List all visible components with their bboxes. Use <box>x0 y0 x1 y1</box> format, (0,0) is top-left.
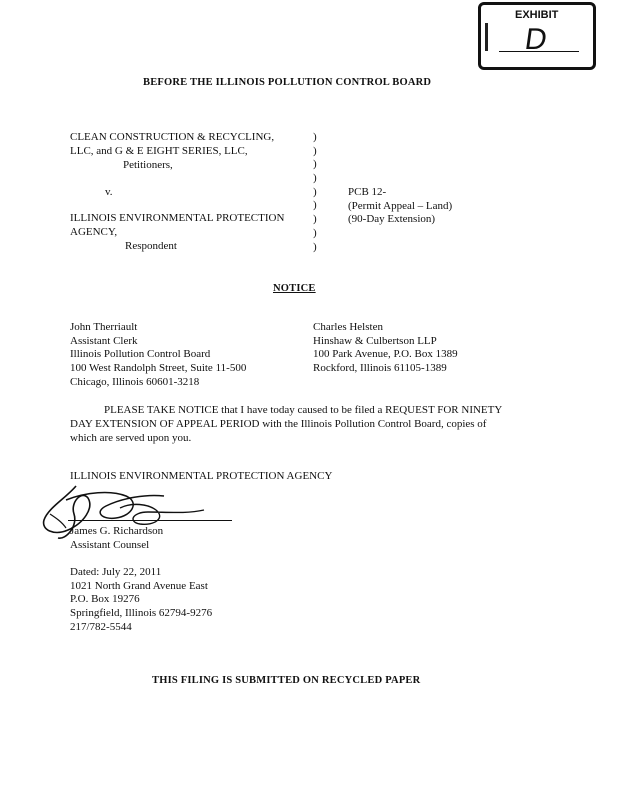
signatory-title: Assistant Counsel <box>70 539 150 551</box>
recipient-right-name: Charles Helsten <box>313 321 383 333</box>
recipient-left-city: Chicago, Illinois 60601-3218 <box>70 376 200 388</box>
caption-paren: ) <box>313 199 317 211</box>
caption-paren: ) <box>313 213 317 225</box>
exhibit-strip <box>485 23 488 51</box>
notice-heading: NOTICE <box>273 283 316 294</box>
exhibit-letter: D <box>522 23 550 56</box>
recipient-left-title: Assistant Clerk <box>70 335 138 347</box>
case-note: (90-Day Extension) <box>348 213 436 225</box>
recipient-right-org: Hinshaw & Culbertson LLP <box>313 335 437 347</box>
caption-paren: ) <box>313 172 317 184</box>
exhibit-underline <box>499 51 579 52</box>
caption-paren: ) <box>313 158 317 170</box>
versus: v. <box>105 186 113 198</box>
petitioner-line-1: CLEAN CONSTRUCTION & RECYCLING, <box>70 131 275 143</box>
dated-line: Dated: July 22, 2011 <box>70 566 162 578</box>
recipient-left-org: Illinois Pollution Control Board <box>70 348 211 360</box>
phone-line: 217/782-5544 <box>70 621 132 633</box>
address-line-3: Springfield, Illinois 62794-9276 <box>70 607 213 619</box>
body-line-2: DAY EXTENSION OF APPEAL PERIOD with the Illinois Pollution Control Board, copies of <box>70 418 487 430</box>
caption-paren: ) <box>313 145 317 157</box>
respondent-line-2: AGENCY, <box>70 226 118 238</box>
recipient-right-city: Rockford, Illinois 61105-1389 <box>313 362 447 374</box>
petitioner-role: Petitioners, <box>123 159 173 171</box>
body-line-3: which are served upon you. <box>70 432 192 444</box>
exhibit-label: EXHIBIT <box>515 9 559 21</box>
case-number: PCB 12- <box>348 186 387 198</box>
recycled-paper-note: THIS FILING IS SUBMITTED ON RECYCLED PAPER <box>152 675 421 686</box>
caption-paren: ) <box>313 186 317 198</box>
respondent-role: Respondent <box>125 240 177 252</box>
recipient-right-street: 100 Park Avenue, P.O. Box 1389 <box>313 348 458 360</box>
petitioner-line-2: LLC, and G & E EIGHT SERIES, LLC, <box>70 145 248 157</box>
signature-line <box>68 520 232 521</box>
agency-name: ILLINOIS ENVIRONMENTAL PROTECTION AGENCY <box>70 470 333 482</box>
caption-paren: ) <box>313 227 317 239</box>
caption-paren: ) <box>313 131 317 143</box>
address-line-1: 1021 North Grand Avenue East <box>70 580 208 592</box>
case-type: (Permit Appeal – Land) <box>348 200 453 212</box>
respondent-line-1: ILLINOIS ENVIRONMENTAL PROTECTION <box>70 212 285 224</box>
document-title: BEFORE THE ILLINOIS POLLUTION CONTROL BOARD <box>143 77 432 88</box>
recipient-left-name: John Therriault <box>70 321 138 333</box>
caption-paren: ) <box>313 241 317 253</box>
body-line-1: PLEASE TAKE NOTICE that I have today caused to be filed a REQUEST FOR NINETY <box>104 404 503 416</box>
recipient-left-street: 100 West Randolph Street, Suite 11-500 <box>70 362 247 374</box>
address-line-2: P.O. Box 19276 <box>70 593 140 605</box>
exhibit-sticker <box>478 2 596 70</box>
signatory-name: James G. Richardson <box>70 525 164 537</box>
